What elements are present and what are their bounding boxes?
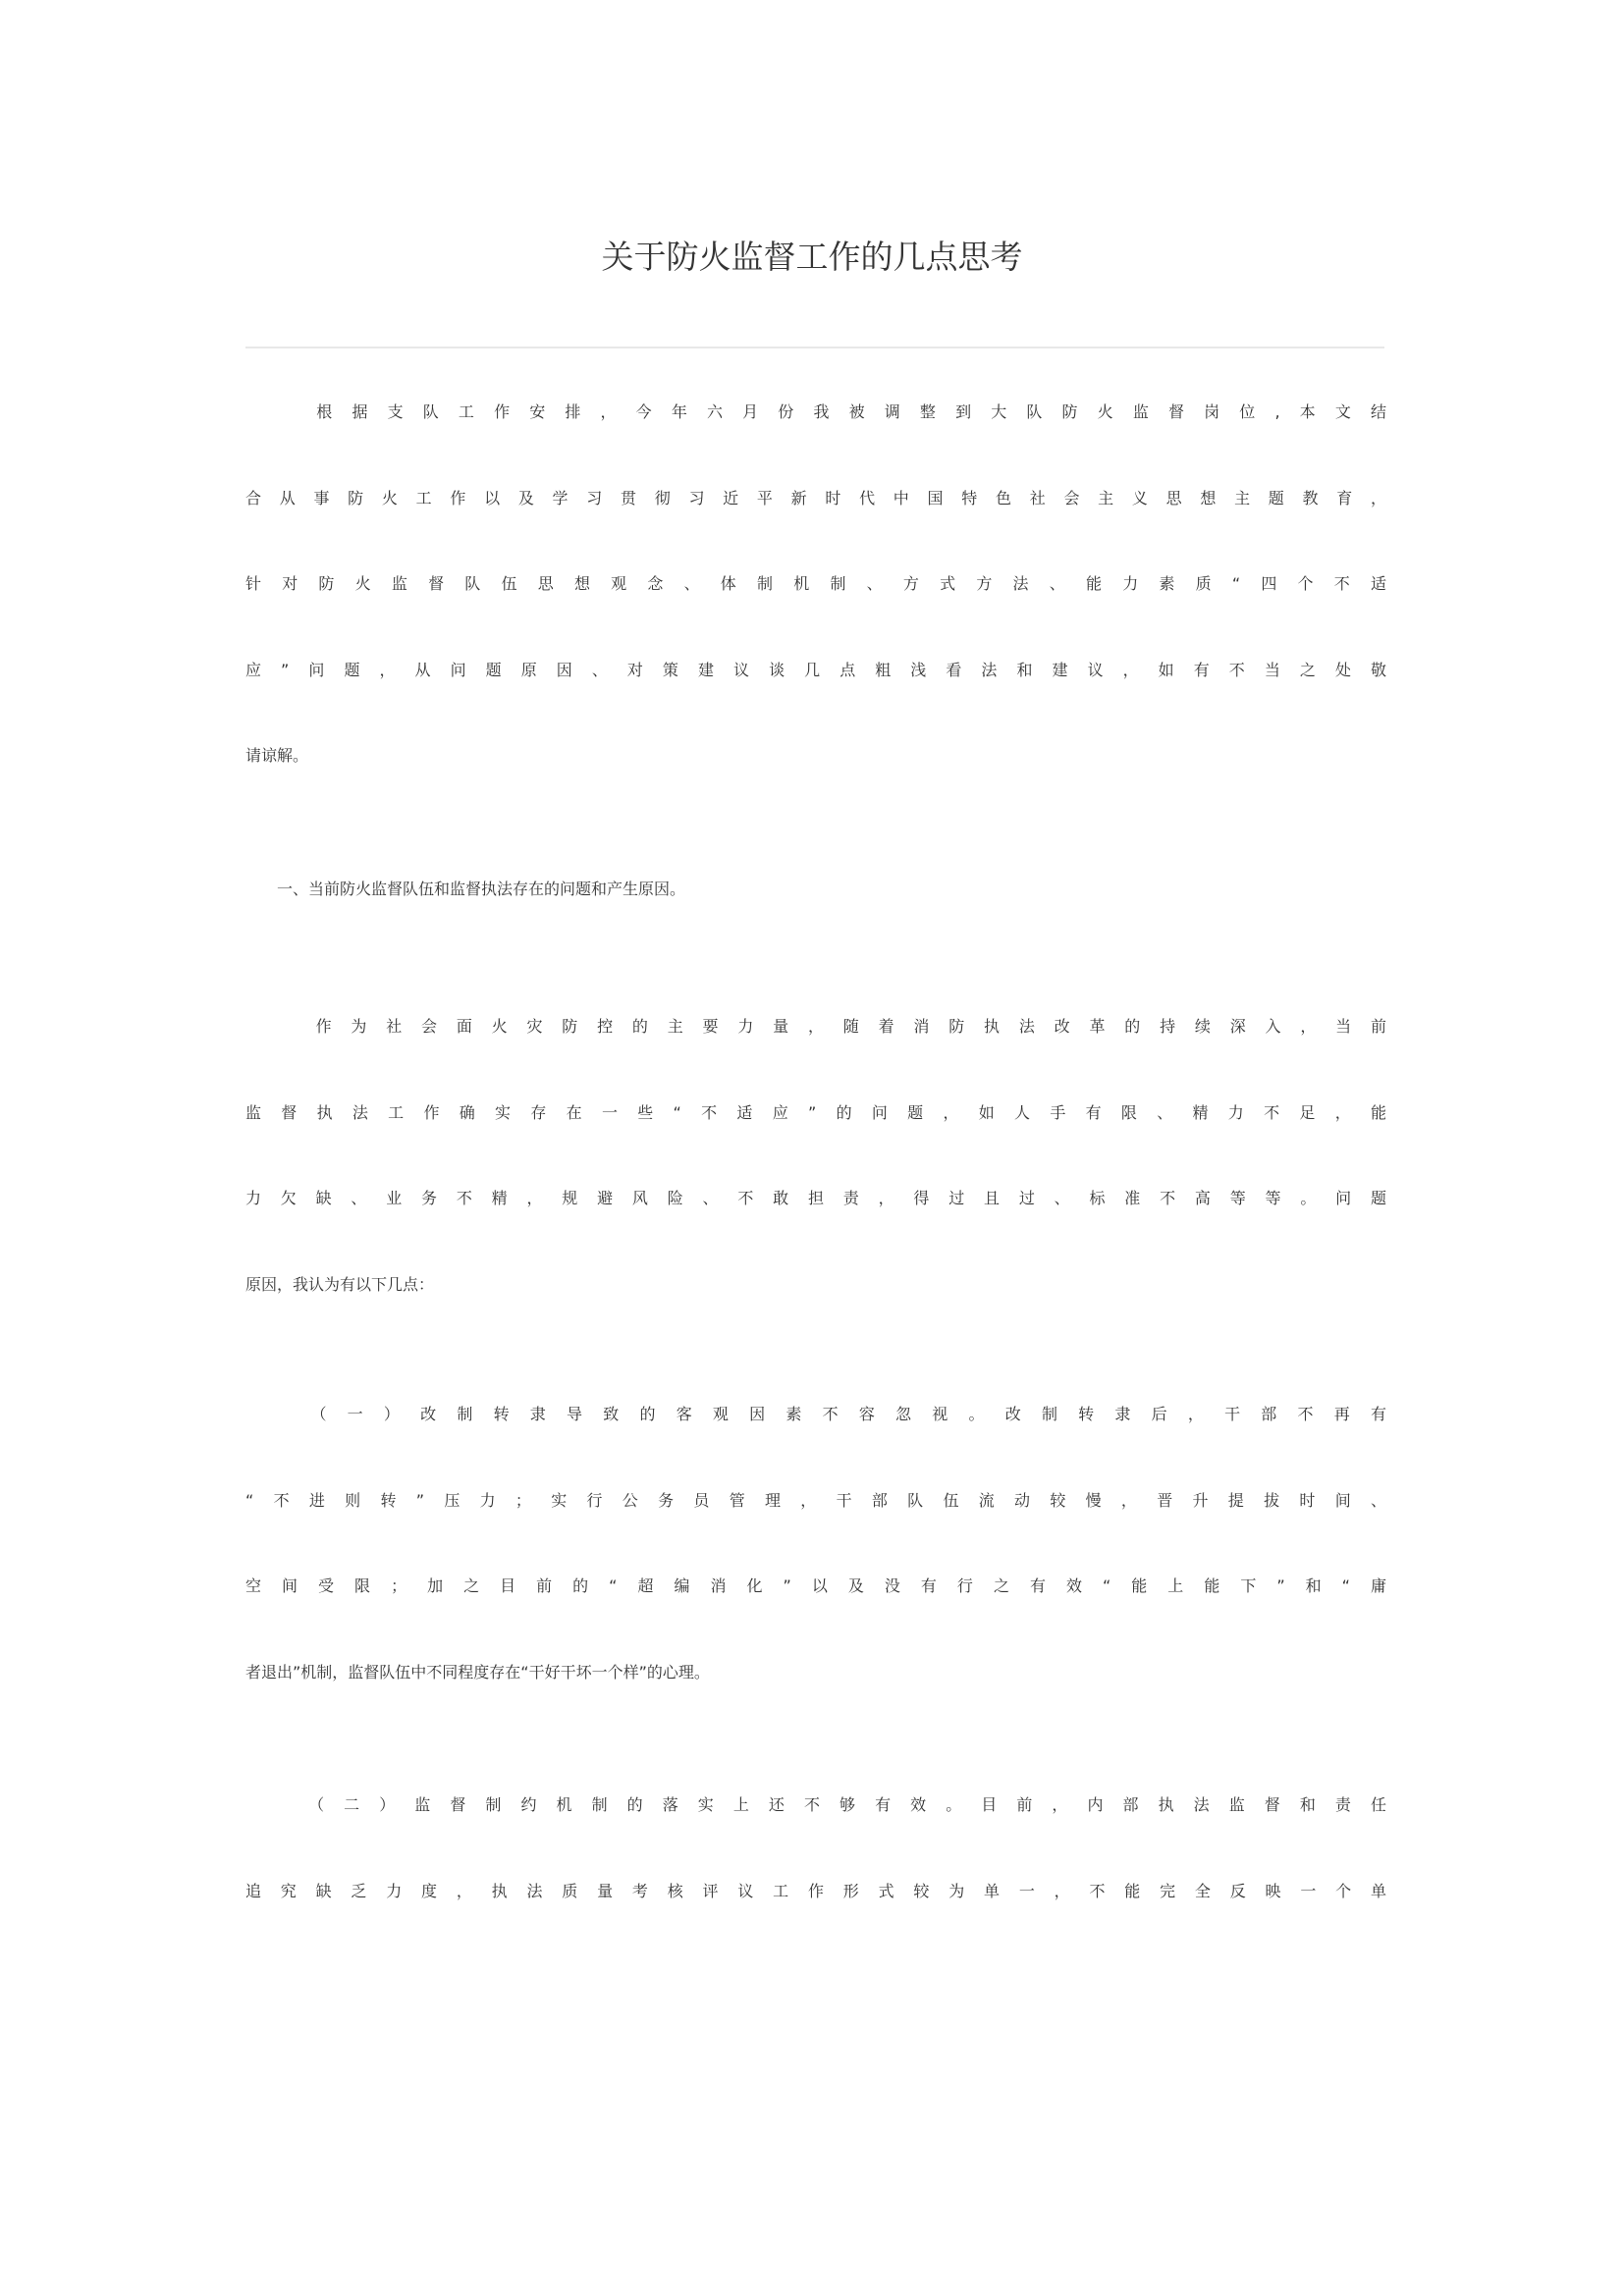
paragraph-line: 空间受限；加之目前的“超编消化”以及没有行之有效“能上能下”和“庸 bbox=[245, 1576, 1386, 1595]
paragraph-line: 作为社会面火灾防控的主要力量，随着消防执法改革的持续深入，当前 bbox=[245, 1017, 1386, 1036]
paragraph-line: 针对防火监督队伍思想观念、体制机制、方式方法、能力素质“四个不适 bbox=[245, 574, 1386, 593]
paragraph-point-1 bbox=[245, 1402, 1386, 1745]
paragraph-line: （一）改制转隶导致的客观因素不容忽视。改制转隶后，干部不再有 bbox=[245, 1405, 1386, 1423]
title-divider bbox=[245, 347, 1384, 348]
paragraph-line: 者退出”机制，监督队伍中不同程度存在“干好干坏一个样”的心理。 bbox=[245, 1662, 710, 1682]
paragraph-intro bbox=[245, 400, 1386, 829]
paragraph-line: 请谅解。 bbox=[245, 746, 309, 765]
paragraph-line: “不进则转”压力；实行公务员管理，干部队伍流动较慢，晋升提拔时间、 bbox=[245, 1490, 1386, 1510]
paragraph-line: 应”问题，从问题原因、对策建议谈几点粗浅看法和建议，如有不当之处敬 bbox=[245, 660, 1386, 679]
paragraph-line: 原因，我认为有以下几点： bbox=[245, 1274, 435, 1294]
paragraph-line: 力欠缺、业务不精，规避风险、不敢担责，得过且过、标准不高等等。问题 bbox=[245, 1189, 1386, 1207]
paragraph-point-2 bbox=[245, 1792, 1386, 1964]
document-title: 关于防火监督工作的几点思考 bbox=[601, 238, 1023, 276]
paragraph-section-1 bbox=[245, 1014, 1386, 1358]
section-heading-1 bbox=[245, 877, 1386, 963]
paragraph-line: 监督执法工作确实存在一些“不适应”的问题，如人手有限、精力不足，能 bbox=[245, 1102, 1386, 1122]
paragraph-line: （二）监督制约机制的落实上还不够有效。目前，内部执法监督和责任 bbox=[245, 1795, 1386, 1814]
paragraph-line: 追究缺乏力度，执法质量考核评议工作形式较为单一，不能完全反映一个单 bbox=[245, 1881, 1386, 1900]
section-heading-text: 一、当前防火监督队伍和监督执法存在的问题和产生原因。 bbox=[245, 880, 686, 898]
paragraph-line: 根据支队工作安排，今年六月份我被调整到大队防火监督岗位,本文结 bbox=[245, 402, 1386, 421]
paragraph-line: 合从事防火工作以及学习贯彻习近平新时代中国特色社会主义思想主题教育， bbox=[245, 488, 1386, 507]
